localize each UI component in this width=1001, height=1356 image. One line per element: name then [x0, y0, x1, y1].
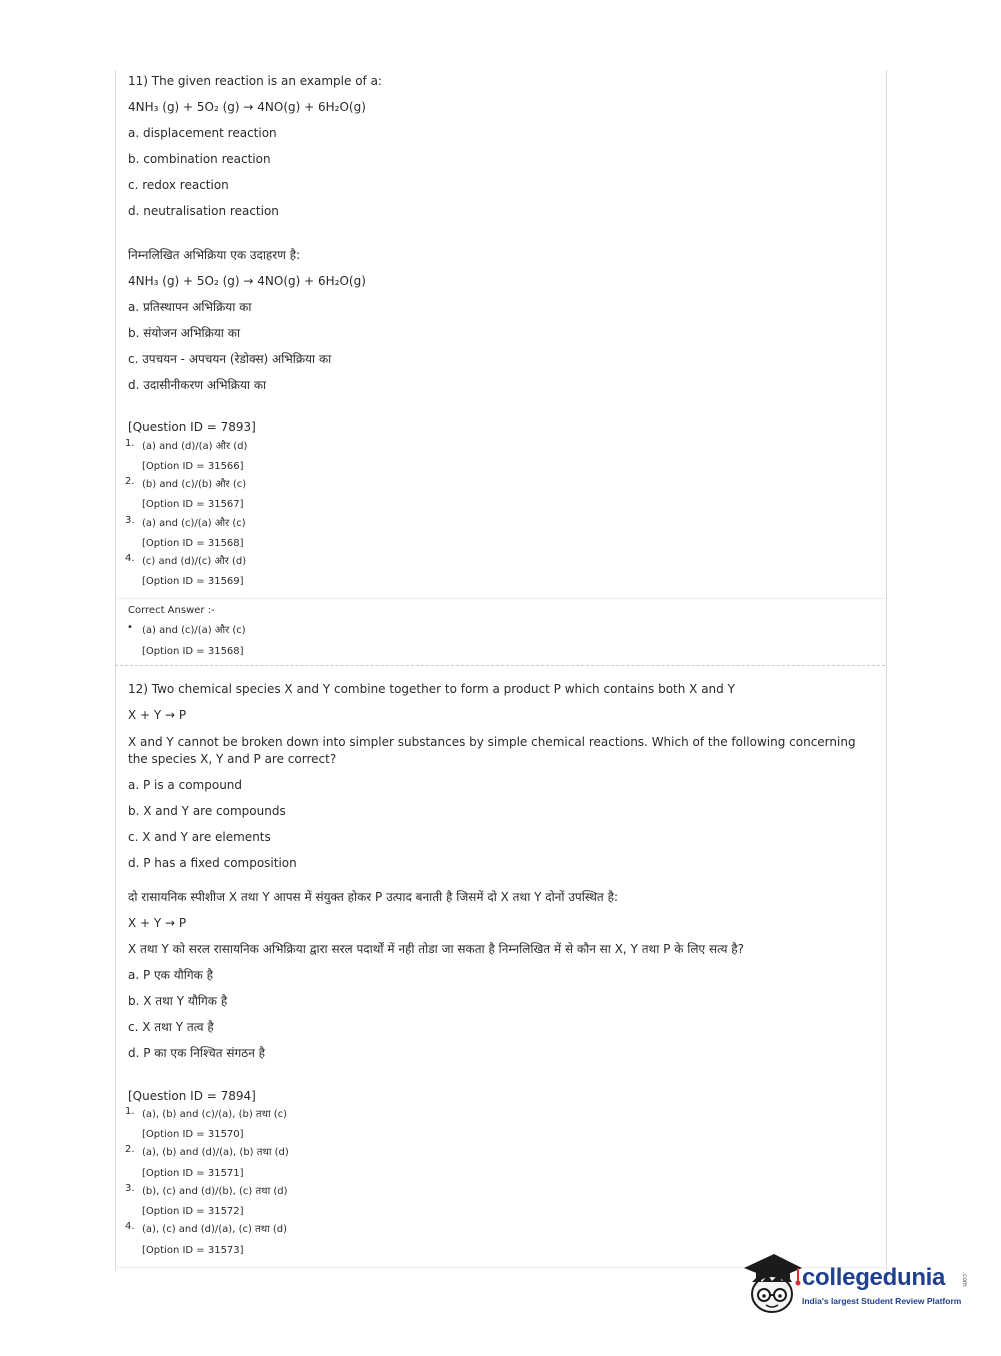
choice-text: (a) and (c)/(a) और (c) — [142, 518, 246, 529]
equation: X + Y → P — [128, 708, 187, 722]
question-title: 12) Two chemical species X and Y combine together to form a product P which contains both X and Y — [128, 682, 735, 696]
choice-text: (a), (c) and (d)/(a), (c) तथा (d) — [142, 1224, 288, 1235]
equation-hindi: 4NH₃ (g) + 5O₂ (g) → 4NO(g) + 6H₂O(g) — [128, 274, 366, 288]
option-d: d. neutralisation reaction — [128, 204, 279, 218]
mascot-icon — [740, 1248, 802, 1320]
choice-text: (c) and (d)/(c) और (d) — [142, 556, 247, 567]
option-d: d. P has a fixed composition — [128, 856, 297, 870]
question-11-hindi — [128, 248, 878, 404]
option-a: a. displacement reaction — [128, 126, 277, 140]
option-b-hindi: b. संयोजन अभिक्रिया का — [128, 326, 241, 340]
option-id: [Option ID = 31573] — [142, 1245, 244, 1256]
choice-text: (a) and (d)/(a) और (d) — [142, 441, 248, 452]
choice-text: (a), (b) and (c)/(a), (b) तथा (c) — [142, 1109, 288, 1120]
question-12 — [128, 682, 878, 882]
collegedunia-logo[interactable] — [740, 1248, 975, 1323]
option-id: [Option ID = 31572] — [142, 1206, 244, 1217]
choice-number: 4. — [125, 1221, 135, 1232]
choice-number: 1. — [125, 1106, 135, 1117]
logo-wordmark: collegedunia — [802, 1264, 946, 1291]
question-id: [Question ID = 7893] — [128, 420, 256, 434]
option-c: c. X and Y are elements — [128, 830, 271, 844]
option-d-hindi: d. P का एक निश्चित संगठन है — [128, 1046, 266, 1060]
option-a: a. P is a compound — [128, 778, 243, 792]
equation: 4NH₃ (g) + 5O₂ (g) → 4NO(g) + 6H₂O(g) — [128, 100, 366, 114]
question-12-hindi — [128, 890, 878, 1072]
question-id: [Question ID = 7894] — [128, 1089, 256, 1103]
option-b: b. combination reaction — [128, 152, 271, 166]
option-id: [Option ID = 31569] — [142, 576, 244, 587]
question-statement-hindi: X तथा Y को सरल रासायनिक अभिक्रिया द्वारा सरल पदार्थों में नही तोडा जा सकता है निम्नलिखित में से कौन सा X, Y तथा P के लिए सत्य है? — [128, 942, 745, 956]
choice-text: (b) and (c)/(b) और (c) — [142, 479, 247, 490]
option-a-hindi: a. P एक यौगिक है — [128, 968, 214, 982]
question-11 — [128, 74, 878, 230]
choice-number: 1. — [125, 438, 135, 449]
choice-number: 2. — [125, 1144, 135, 1155]
option-c: c. redox reaction — [128, 178, 229, 192]
option-c-hindi: c. X तथा Y तत्व है — [128, 1020, 214, 1034]
correct-answer-label: Correct Answer :- — [128, 605, 215, 616]
choice-number: 3. — [125, 1183, 135, 1194]
option-id: [Option ID = 31568] — [142, 538, 244, 549]
correct-answer-text: (a) and (c)/(a) और (c) — [142, 625, 246, 636]
choice-text: (b), (c) and (d)/(b), (c) तथा (d) — [142, 1186, 288, 1197]
choice-number: 3. — [125, 515, 135, 526]
option-id: [Option ID = 31570] — [142, 1129, 244, 1140]
question-title-hindi: दो रासायनिक स्पीशीज X तथा Y आपस में संयुक्त होकर P उत्पाद बनाती है जिसमें दो X तथा Y दोनों उपस्थित है: — [128, 890, 618, 904]
choice-text: (a), (b) and (d)/(a), (b) तथा (d) — [142, 1147, 289, 1158]
option-a-hindi: a. प्रतिस्थापन अभिक्रिया का — [128, 300, 252, 314]
option-b-hindi: b. X तथा Y यौगिक है — [128, 994, 228, 1008]
option-id: [Option ID = 31571] — [142, 1168, 244, 1179]
correct-option-id: [Option ID = 31568] — [142, 646, 244, 657]
choice-number: 2. — [125, 476, 135, 487]
equation-hindi: X + Y → P — [128, 916, 187, 930]
option-b: b. X and Y are compounds — [128, 804, 286, 818]
option-id: [Option ID = 31567] — [142, 499, 244, 510]
question-divider — [115, 665, 885, 666]
question-title: 11) The given reaction is an example of a: — [128, 74, 382, 88]
logo-dotcom: .com — [961, 1272, 968, 1287]
logo-tagline: India's largest Student Review Platform — [802, 1296, 962, 1306]
option-c-hindi: c. उपचयन - अपचयन (रेडोक्स) अभिक्रिया का — [128, 352, 332, 366]
question-title-hindi: निम्नलिखित अभिक्रिया एक उदाहरण है: — [128, 248, 301, 262]
choice-number: 4. — [125, 553, 135, 564]
question-statement: X and Y cannot be broken down into simpler substances by simple chemical reactions. Which of the following concerning the species X, Y and P are correct? — [128, 735, 856, 766]
option-d-hindi: d. उदासीनीकरण अभिक्रिया का — [128, 378, 267, 392]
bullet-icon: • — [127, 622, 133, 633]
divider — [115, 598, 885, 599]
option-id: [Option ID = 31566] — [142, 461, 244, 472]
